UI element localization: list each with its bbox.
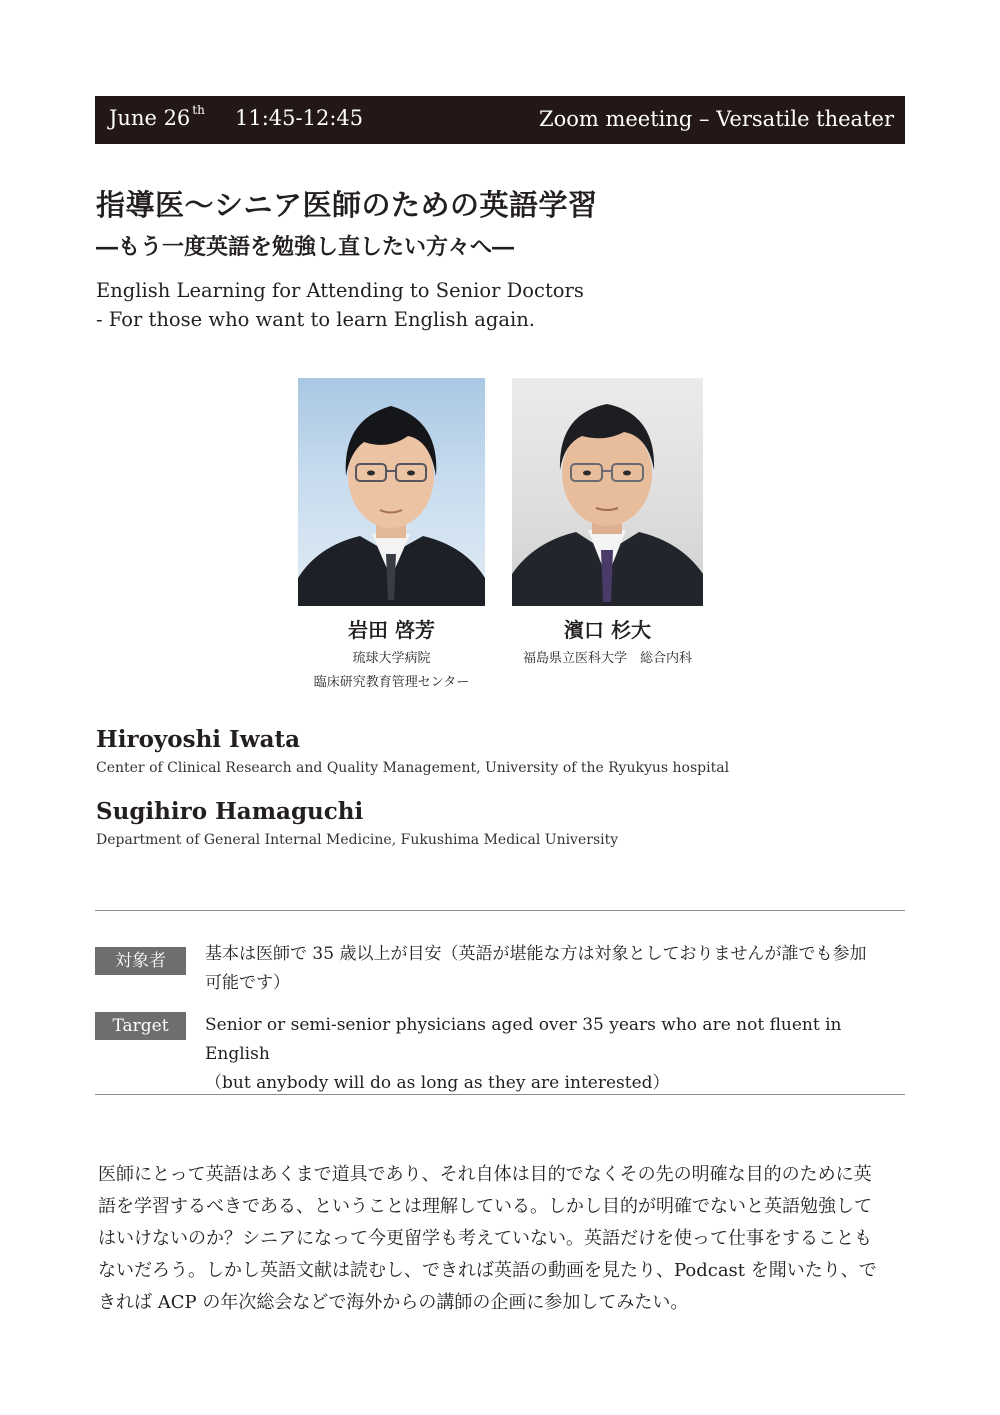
event-venue: Zoom meeting – Versatile theater [538, 107, 894, 131]
speaker-caption-iwata [298, 614, 485, 690]
target-text-en [205, 1011, 905, 1098]
header-bar [95, 96, 905, 144]
speaker-name-ja: 濱口 杉大 [564, 618, 651, 642]
speaker-affiliation-en: Department of General Internal Medicine, Fukushima Medical University [96, 832, 619, 848]
subtitle-japanese: ―もう一度英語を勉強し直したい方々へ― [96, 234, 515, 260]
speaker-affiliation-ja: 琉球大学病院 [352, 651, 431, 666]
title-english [96, 276, 584, 334]
title-japanese: 指導医〜シニア医師のための英語学習 [96, 188, 598, 222]
speaker-photo-iwata [298, 378, 485, 606]
divider-bottom [95, 1094, 905, 1095]
divider-top [95, 910, 905, 911]
speaker-caption-hamaguchi [498, 614, 717, 666]
speaker-name-en: Sugihiro Hamaguchi [96, 798, 364, 825]
description-text: 医師にとって英語はあくまで道具であり、それ自体は目的でなくその先の明確な目的のために英 語を学習するべきである、ということは理解している。しかし目的が明確でないと英語勉強して はいけないのか？シニアになって今更留学も考えていない。英語だけを使って仕事をすることも ないだろう。しかし英語文献は読むし、できれば英語の動画を見たり、Podcast を聞いたり、で きれば ACP の年次総会などで海外からの講師の企画に参加してみたい。 [98, 1164, 877, 1313]
event-time: 11:45-12:45 [235, 106, 364, 130]
target-text-ja [205, 940, 905, 998]
title-english-line2: - For those who want to learn English again. [96, 308, 535, 331]
speaker-name-ja: 岩田 啓芳 [348, 618, 435, 642]
speaker-photo-hamaguchi [512, 378, 703, 606]
speaker-name-en: Hiroyoshi Iwata [96, 726, 301, 753]
title-english-line1: English Learning for Attending to Senior Doctors [96, 279, 584, 302]
target-text-ja-line2: 可能です） [205, 973, 290, 993]
speaker-affiliation-ja: 福島県立医科大学 総合内科 [522, 651, 692, 666]
target-text-ja-line1: 基本は医師で 35 歳以上が目安（英語が堪能な方は対象としておりませんが誰でも参加 [205, 944, 867, 964]
target-label-en: Target [95, 1012, 186, 1040]
date-suffix: th [192, 103, 205, 117]
target-text-en-line1: Senior or semi-senior physicians aged over 35 years who are not fluent in English [205, 1015, 842, 1064]
target-text-en-line2: （but anybody will do as long as they are interested） [205, 1073, 670, 1093]
event-date: June 26 $^{th}$ [109, 103, 205, 130]
speaker-affiliation-en: Center of Clinical Research and Quality Management, University of the Ryukyus hospital [96, 760, 730, 776]
target-label-ja: 対象者 [95, 947, 186, 975]
speaker-affiliation-ja-line2: 臨床研究教育管理センター [313, 675, 470, 690]
